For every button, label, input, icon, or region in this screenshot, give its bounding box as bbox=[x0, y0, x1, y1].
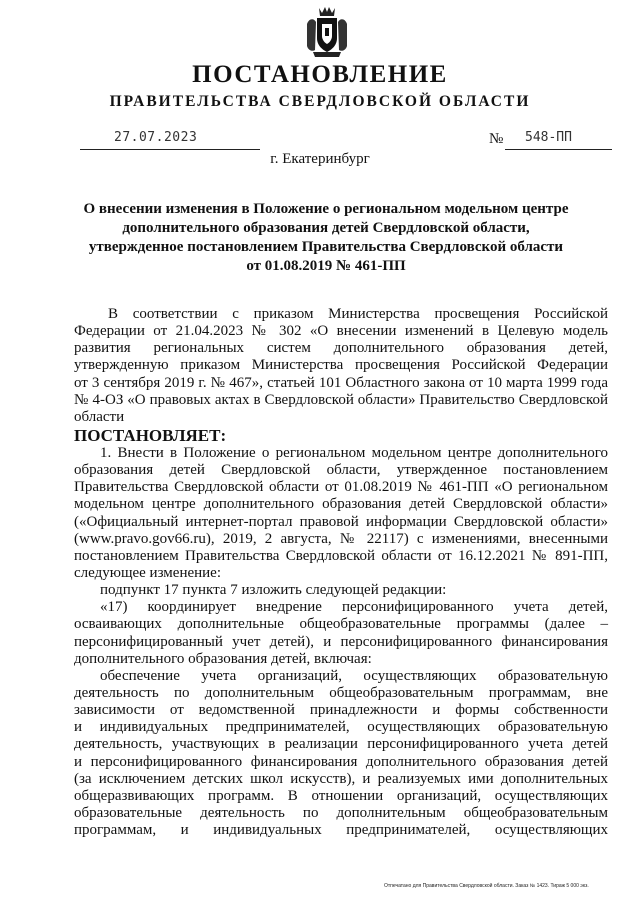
body-line: от 3 сентября 2019 г. № 467», статьей 101 Областного закона от 10 марта 1999 года bbox=[74, 374, 608, 391]
body-line: зависимости от ведомственной принадлежности и формы собственности bbox=[74, 702, 608, 719]
heading-line: дополнительного образования детей Свердловской области, bbox=[122, 220, 530, 236]
print-footer: Отпечатано для Правительства Свердловской области. Заказ № 1423. Тираж 5 000 экз. bbox=[384, 883, 589, 889]
body-line: обеспечение учета организаций, осуществляющих образовательную bbox=[100, 667, 608, 684]
heading-line: О внесении изменения в Положение о региональном модельном центре bbox=[83, 201, 569, 217]
body-line: № 4-ОЗ «О правовых актах в Свердловской области» Правительство Свердловской bbox=[74, 391, 608, 408]
body-line: (www.pravo.gov66.ru), 2019, 2 августа, № 22117) с изменениями, внесенными bbox=[74, 530, 608, 547]
body-line: модельном центре дополнительного образования детей Свердловской области» bbox=[74, 496, 608, 513]
body-line: образовательные деятельность по дополнительным общеобразовательным bbox=[74, 804, 608, 821]
document-heading bbox=[70, 200, 582, 276]
city: г. Екатеринбург bbox=[270, 151, 370, 167]
body-line: программам, и индивидуальных предпринимателей, осуществляющих bbox=[74, 822, 608, 839]
body-line: 1. Внести в Положение о региональном модельном центре дополнительного bbox=[100, 444, 608, 461]
heading-line: утвержденное постановлением Правительства Свердловской области bbox=[88, 239, 564, 255]
body-line: дополнительного образования детей, включая: bbox=[74, 650, 372, 667]
body-line: образования детей Свердловской области, утвержденное постановлением bbox=[74, 462, 608, 479]
body-line: следующее изменение: bbox=[74, 564, 222, 581]
number-sign: № bbox=[489, 131, 504, 147]
body-line: области bbox=[74, 408, 125, 425]
body-line: постановлением Правительства Свердловской области от 16.12.2021 № 891-ПП, bbox=[74, 547, 608, 564]
body-line: подпункт 17 пункта 7 изложить следующей редакции: bbox=[100, 582, 447, 599]
body-line: утвержденную приказом Министерства просвещения Российской Федерации bbox=[74, 357, 608, 374]
resolves-heading: ПОСТАНОВЛЯЕТ: bbox=[74, 425, 227, 445]
body-line: и персонифицированного финансирования дополнительного образования детей bbox=[74, 753, 608, 770]
body-line: развития региональных систем дополнительного образования детей, bbox=[74, 340, 608, 357]
heading-line: от 01.08.2019 № 461-ПП bbox=[246, 258, 406, 274]
coat-of-arms-emblem bbox=[305, 6, 349, 58]
body-line: и индивидуальных предпринимателей, осуществляющих образовательную bbox=[74, 719, 608, 736]
body-line: В соответствии с приказом Министерства просвещения Российской bbox=[108, 306, 608, 322]
document-body bbox=[74, 306, 608, 839]
body-line: деятельность по дополнительным общеобразовательным программам, вне bbox=[74, 684, 608, 701]
body-line: («Официальный интернет-портал правовой информации Свердловской области» bbox=[74, 513, 608, 530]
body-line: общеразвивающих программ. В отношении организаций, осуществляющих bbox=[74, 787, 608, 804]
body-line: персонифицированный учет детей), и персонифицированного финансирования bbox=[74, 633, 608, 650]
document-title: ПОСТАНОВЛЕНИЕ bbox=[192, 61, 448, 88]
body-line: (за исключением детских школ искусств), и реализуемых ими дополнительных bbox=[74, 770, 608, 787]
body-line: Федерации от 21.04.2023 № 302 «О внесении изменений в Целевую модель bbox=[74, 323, 608, 340]
document-number: 548-ПП bbox=[525, 130, 572, 145]
body-line: деятельность, участвующих в реализации персонифицированного учета детей bbox=[74, 736, 608, 753]
body-line: осваивающих дополнительные общеобразовательные программы (далее – bbox=[74, 616, 608, 633]
document-date: 27.07.2023 bbox=[114, 130, 198, 145]
body-line: Правительства Свердловской области от 01.08.2019 № 461-ПП «О региональном bbox=[74, 479, 608, 496]
issuer-name: ПРАВИТЕЛЬСТВА СВЕРДЛОВСКОЙ ОБЛАСТИ bbox=[109, 93, 531, 110]
body-line: «17) координирует внедрение персонифицированного учета детей, bbox=[100, 599, 608, 616]
